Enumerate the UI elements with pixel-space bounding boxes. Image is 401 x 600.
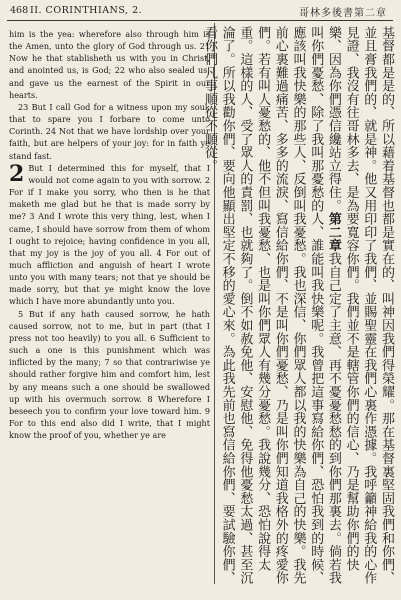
english-paragraph [9, 162, 210, 308]
english-paragraph: him is the yea: wherefore also through him is the Amen, unto the glory of God through us. 21 Now he that stablisheth us with you in Christ, and anointed us, is God; 22 who also sealed us, and gave us the earnest of the Spirit in our hearts. [9, 29, 210, 100]
chinese-chapter-title: 第二章 [325, 212, 341, 253]
chinese-passage: 基督都是是的、所以藉着基督也都是實在的、叫神因我們得榮耀。那在基督裏堅固我們和你們、並且膏我們的、就是神。他又用印印了我們、並賜聖靈在我們心裏作憑據。我呼籲神給我的心作見證、我沒有往哥林多去、是為要寬容你們。我們並不是轄管你們的信心、乃是幫助你們的快樂、因為你們憑信纔站立得住。 [325, 26, 394, 585]
page-header [0, 0, 401, 20]
english-column [9, 28, 210, 588]
english-paragraph: 23 But I call God for a witness upon my soul, that to spare you I forbare to come unto Corinth. 24 Not that we have lordship over your faith, but are helpers of your joy: for in faith ye stand fast. [9, 101, 210, 161]
chinese-text [201, 26, 395, 586]
header-rule [7, 20, 393, 21]
page-number: 468 [10, 5, 29, 16]
chapter-title-zh: 哥林多後書第二章 [299, 8, 387, 19]
english-paragraph-text: But I determined this for myself, that I would not come again to you with sorrow. 2 For if I make you sorry, who then is he that maketh me glad but he that is made sorry by me? 3 And I wrote this very thing, lest, when I came, I should have sorrow from them of whom I ought to rejoice; having confidence in you all, that my joy is the joy of you all. 4 For out of much affliction and anguish of heart I wrote unto you with many tears; not that ye should be made sorry, but that ye might know the love which I have more abundantly unto you. [9, 162, 210, 307]
chinese-passage: 我自己定了主意、再不憂憂愁愁的到你們那裏去。倘若我叫你們憂愁、除了我叫那憂愁的人、誰能叫我快樂呢。我曾把這事寫給你們、恐怕我到的時候、應該叫我快樂的那些人、反倒叫我憂愁。我也深信、你們眾人都以我的快樂為自己的快樂。我先前心裏難過痛苦、多多的流淚、寫信給你們、不是叫你們憂愁、乃是叫你們知道我格外的疼愛你們。若有叫人憂愁的、他不但叫我憂愁、也是叫你們眾人有幾分憂愁。我說幾分、恐怕說得太重。這樣的人、受了眾人的責罰、也就夠了。倒不如赦免他、安慰他、免得他憂愁太過、甚至沉淪了。所以我勸你們、要向他顯出堅定不移的愛心來。為此我先前也寫信給你們、要試驗你們、看你們凡事順從不順從。 [201, 26, 341, 585]
chinese-column [201, 26, 395, 586]
book-title: II. CORINTHIANS, 2. [30, 5, 143, 16]
english-paragraph: 5 But if any hath caused sorrow, he hath caused sorrow, not to me, but in part (that I press not too heavily) to you all. 6 Sufficient to such a one is this punishment which was inflicted by the many; 7 so that contrariwise ye should rather forgive him and comfort him, lest by any means such a one should be swallowed up with his overmuch sorrow. 8 Wherefore I beseech you to confirm your love toward him. 9 For to this end also did I write, that I might know the proof of you, whether ye are [9, 308, 210, 441]
chapter-number: 2 [9, 160, 25, 187]
